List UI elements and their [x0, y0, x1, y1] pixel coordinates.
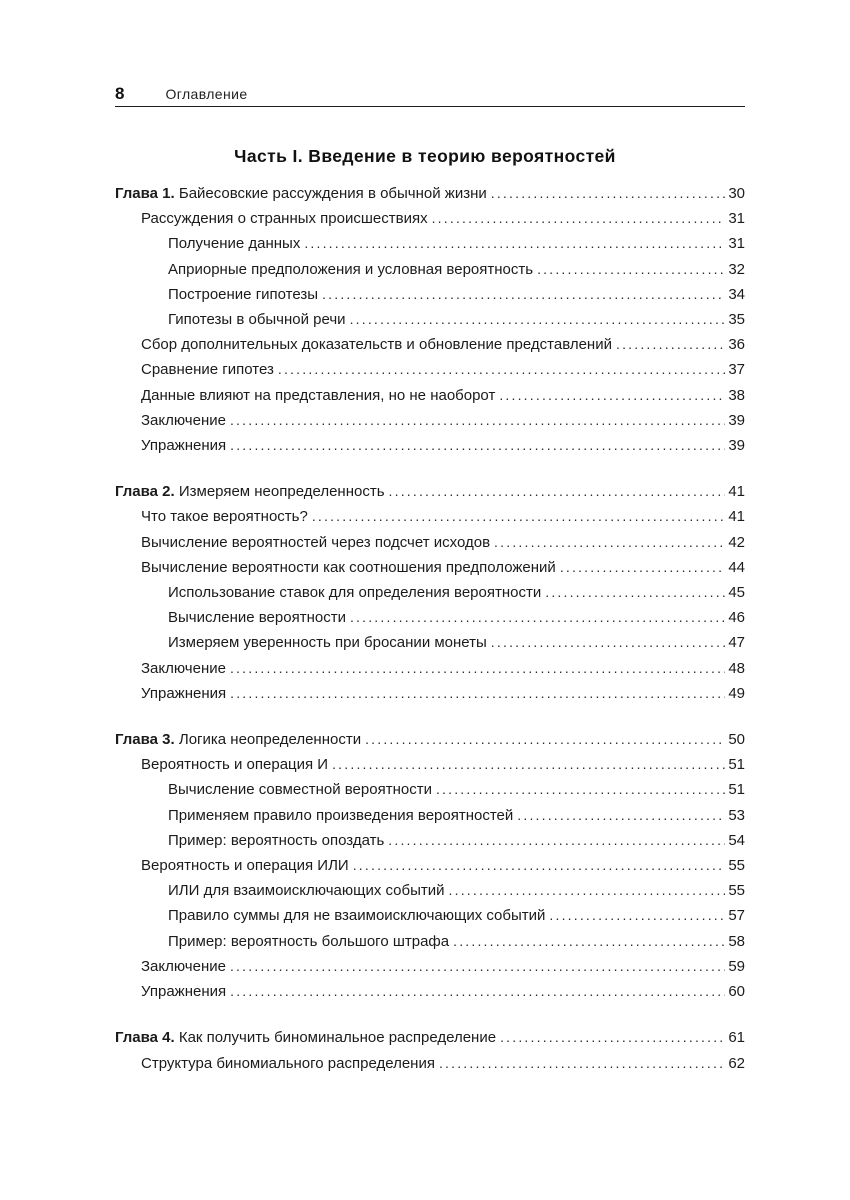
toc-entry — [115, 979, 745, 1004]
toc-entry — [115, 555, 745, 580]
toc-entry — [115, 605, 745, 630]
toc-entry-label: Заключение — [141, 411, 226, 429]
toc-entry-label: Упражнения — [141, 437, 227, 455]
toc-entry-page-number: 51 — [728, 756, 745, 774]
toc-entry-label: Вероятность и операция ИЛИ — [141, 857, 349, 875]
dot-leader — [500, 1025, 725, 1050]
toc-entry-page-number: 53 — [728, 806, 745, 824]
toc-entry-page-number: 39 — [728, 411, 745, 429]
dot-leader — [332, 752, 725, 777]
toc-entry — [115, 357, 745, 382]
toc-entry — [115, 681, 745, 706]
toc-entry-label: Измеряем уверенность при бросании монеты — [168, 634, 487, 652]
toc-entry-label: Сбор дополнительных доказательств и обновление представлений — [141, 336, 612, 354]
dot-leader — [491, 181, 726, 206]
toc-entry — [115, 504, 745, 529]
toc-list — [115, 181, 745, 1076]
toc-entry-label: Что такое вероятность? — [141, 508, 308, 526]
toc-entry-label: Заключение — [141, 659, 226, 677]
toc-entry — [115, 257, 745, 282]
toc-entry — [115, 332, 745, 357]
toc-entry-label: Измеряем неопределенность — [178, 483, 385, 501]
toc-entry — [115, 903, 745, 928]
chapter-number-label: Глава 4. — [115, 1029, 179, 1047]
toc-entry-label: Получение данных — [168, 235, 301, 253]
toc-chapter-entry — [115, 181, 745, 206]
toc-entry-label: Правило суммы для не взаимоисключающих событий — [168, 907, 546, 925]
toc-entry — [115, 433, 745, 458]
toc-entry — [115, 777, 745, 802]
toc-entry-page-number: 44 — [728, 558, 745, 576]
toc-entry-page-number: 36 — [728, 336, 745, 354]
dot-leader — [439, 1051, 725, 1076]
toc-entry-label: Логика неопределенности — [178, 731, 362, 749]
toc-entry-label: Гипотезы в обычной речи — [168, 311, 346, 329]
toc-entry-label: Вычисление совместной вероятности — [168, 781, 432, 799]
dot-leader — [304, 231, 725, 256]
running-header — [115, 84, 745, 104]
toc-entry — [115, 282, 745, 307]
toc-entry — [115, 929, 745, 954]
dot-leader — [278, 357, 725, 382]
header-rule — [115, 106, 745, 107]
toc-entry — [115, 580, 745, 605]
toc-entry-page-number: 60 — [728, 983, 745, 1001]
toc-entry-label: Вычисление вероятностей через подсчет исходов — [141, 533, 491, 551]
toc-entry-page-number: 35 — [728, 311, 745, 329]
dot-leader — [517, 803, 725, 828]
toc-entry — [115, 231, 745, 256]
toc-entry-label: Применяем правило произведения вероятностей — [168, 806, 514, 824]
toc-entry-label: Построение гипотезы — [168, 285, 319, 303]
toc-entry — [115, 828, 745, 853]
chapter-number-label: Глава 2. — [115, 483, 179, 501]
dot-leader — [230, 954, 725, 979]
toc-entry-label: Сравнение гипотез — [141, 361, 274, 379]
dot-leader — [365, 727, 725, 752]
toc-entry-label: Данные влияют на представления, но не наоборот — [141, 386, 496, 404]
toc-entry-page-number: 30 — [728, 185, 745, 202]
dot-leader — [453, 929, 725, 954]
toc-entry — [115, 853, 745, 878]
toc-entry — [115, 530, 745, 555]
dot-leader — [537, 257, 725, 282]
dot-leader — [312, 504, 726, 529]
toc-entry-page-number: 57 — [728, 907, 745, 925]
toc-entry-page-number: 46 — [728, 609, 745, 627]
toc-entry-page-number: 32 — [728, 260, 745, 278]
toc-entry-page-number: 42 — [728, 533, 745, 551]
chapter-number-label: Глава 1. — [115, 185, 179, 202]
toc-entry — [115, 954, 745, 979]
toc-entry-page-number: 41 — [728, 508, 745, 526]
toc-entry-label: Использование ставок для определения вероятности — [168, 584, 542, 602]
dot-leader — [545, 580, 725, 605]
toc-entry-page-number: 58 — [728, 932, 745, 950]
dot-leader — [388, 828, 725, 853]
toc-entry-label: Упражнения — [141, 983, 227, 1001]
dot-leader — [389, 479, 726, 504]
toc-entry-label: Как получить биноминальное распределение — [178, 1029, 497, 1047]
dot-leader — [230, 433, 725, 458]
dot-leader — [494, 530, 725, 555]
dot-leader — [491, 630, 726, 655]
toc-entry-page-number: 62 — [728, 1054, 745, 1072]
dot-leader — [322, 282, 725, 307]
dot-leader — [350, 307, 726, 332]
page-number: 8 — [115, 84, 125, 103]
toc-entry — [115, 878, 745, 903]
toc-entry — [115, 752, 745, 777]
toc-entry-label: Вычисление вероятности — [168, 609, 346, 627]
toc-entry — [115, 630, 745, 655]
toc-entry-page-number: 47 — [728, 634, 745, 652]
toc-entry-page-number: 55 — [728, 882, 745, 900]
toc-entry-label: Упражнения — [141, 684, 227, 702]
toc-entry-label: Рассуждения о странных происшествиях — [141, 210, 428, 228]
toc-chapter-entry — [115, 479, 745, 504]
running-header-title: Оглавление — [165, 86, 248, 102]
toc-entry-page-number: 39 — [728, 437, 745, 455]
toc-entry-page-number: 61 — [728, 1029, 745, 1047]
dot-leader — [230, 408, 725, 433]
dot-leader — [616, 332, 725, 357]
dot-leader — [230, 681, 725, 706]
toc-entry — [115, 1051, 745, 1076]
toc-chapter-entry — [115, 1025, 745, 1050]
toc-entry-page-number: 37 — [728, 361, 745, 379]
dot-leader — [353, 853, 726, 878]
toc-entry-page-number: 54 — [728, 831, 745, 849]
toc-entry-label: ИЛИ для взаимоисключающих событий — [168, 882, 445, 900]
dot-leader — [230, 656, 725, 681]
toc-entry-label: Пример: вероятность опоздать — [168, 831, 385, 849]
toc-entry-page-number: 31 — [728, 235, 745, 253]
toc-entry-page-number: 59 — [728, 957, 745, 975]
dot-leader — [549, 903, 725, 928]
toc-entry — [115, 803, 745, 828]
dot-leader — [560, 555, 726, 580]
toc-entry-page-number: 55 — [728, 857, 745, 875]
dot-leader — [432, 206, 726, 231]
toc-entry-label: Вычисление вероятности как соотношения предположений — [141, 558, 556, 576]
toc-entry — [115, 206, 745, 231]
toc-chapter-entry — [115, 727, 745, 752]
toc-entry — [115, 307, 745, 332]
toc-entry-label: Байесовские рассуждения в обычной жизни — [178, 185, 487, 202]
dot-leader — [350, 605, 725, 630]
toc-entry — [115, 408, 745, 433]
toc-entry-page-number: 41 — [728, 483, 745, 501]
toc-entry-page-number: 51 — [728, 781, 745, 799]
toc-entry-page-number: 34 — [728, 285, 745, 303]
toc-entry-label: Заключение — [141, 957, 226, 975]
dot-leader — [230, 979, 725, 1004]
dot-leader — [499, 383, 725, 408]
toc-entry-page-number: 38 — [728, 386, 745, 404]
toc-entry-label: Структура биномиального распределения — [141, 1054, 435, 1072]
toc-entry-page-number: 50 — [728, 731, 745, 749]
chapter-number-label: Глава 3. — [115, 731, 179, 749]
toc-entry — [115, 383, 745, 408]
dot-leader — [449, 878, 726, 903]
toc-entry-page-number: 48 — [728, 659, 745, 677]
toc-entry-label: Пример: вероятность большого штрафа — [168, 932, 450, 950]
toc-entry-label: Вероятность и операция И — [141, 756, 329, 774]
toc-entry — [115, 656, 745, 681]
toc-entry-page-number: 49 — [728, 684, 745, 702]
part-title: Часть I. Введение в теорию вероятностей — [234, 146, 616, 166]
toc-entry-label: Априорные предположения и условная вероятность — [168, 260, 534, 278]
toc-entry-page-number: 45 — [728, 584, 745, 602]
toc-entry-page-number: 31 — [728, 210, 745, 228]
dot-leader — [436, 777, 725, 802]
